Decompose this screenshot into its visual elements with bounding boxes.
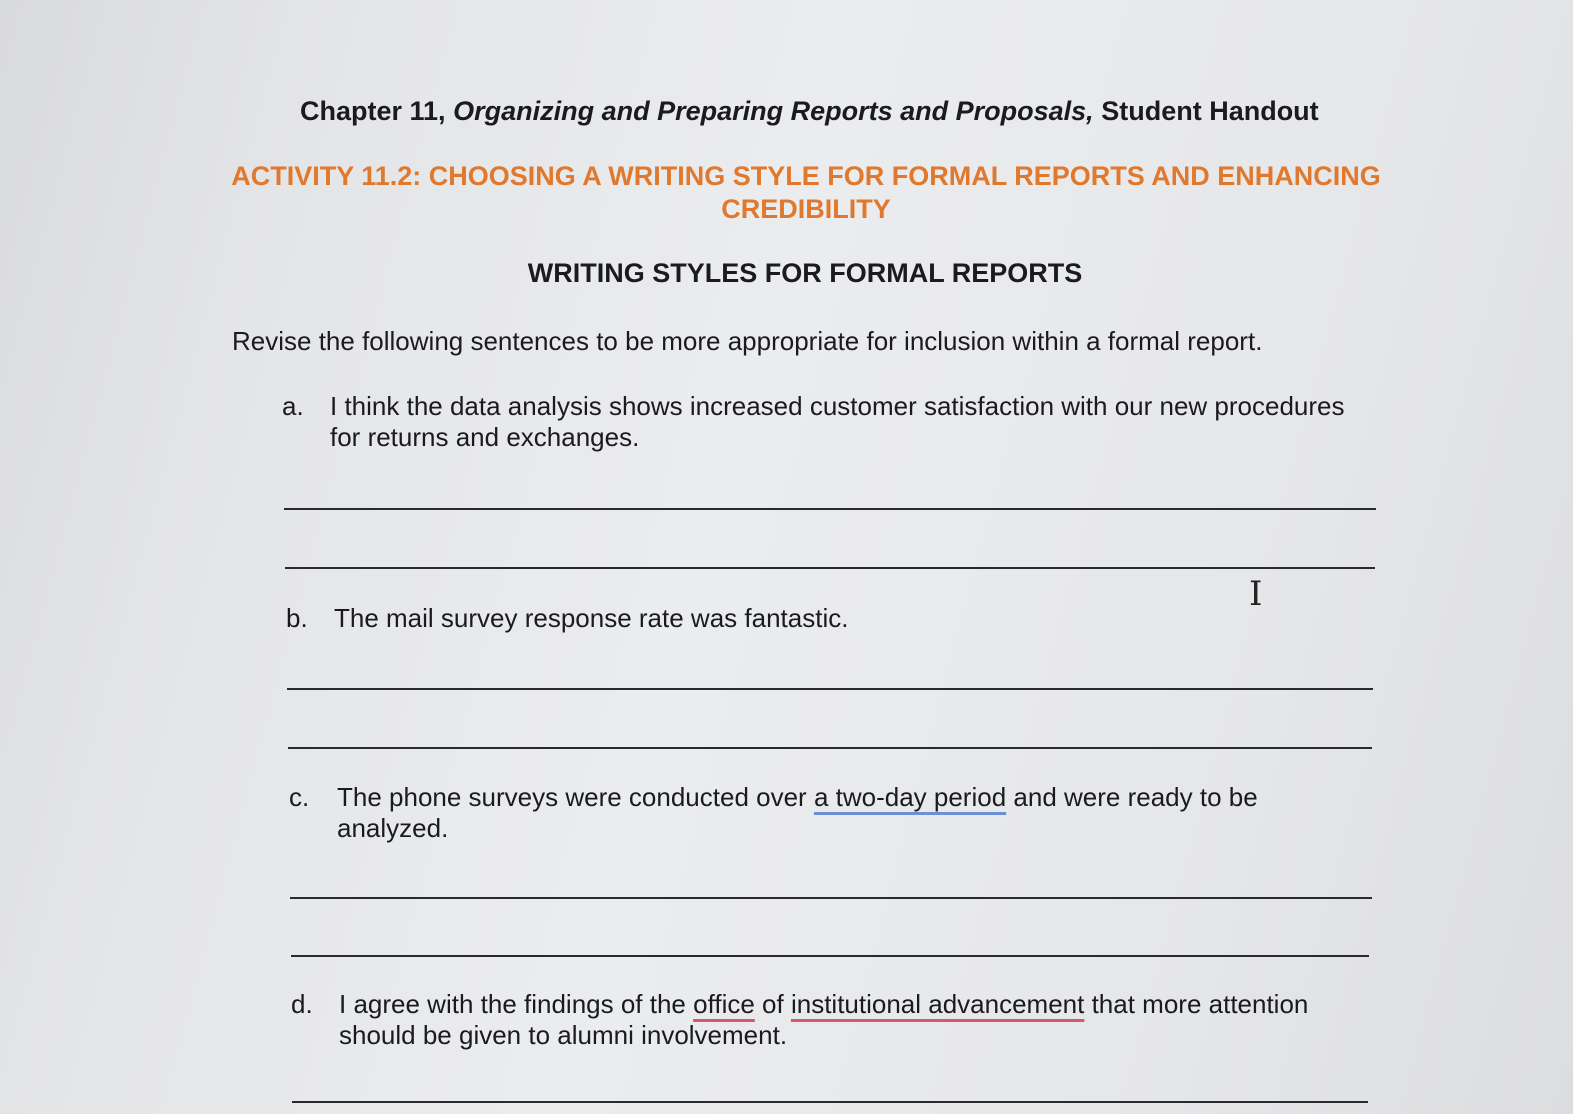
question-text-part: and were ready to be analyzed. (337, 782, 1258, 843)
question-text-part: I agree with the findings of the (339, 989, 694, 1019)
answer-line-a-2[interactable] (285, 567, 1375, 569)
text-cursor-icon: I (1249, 574, 1263, 614)
spelling-flagged-phrase[interactable]: institutional advancement (790, 989, 1085, 1019)
question-letter: c. (289, 782, 310, 812)
answer-line-b-1[interactable] (287, 688, 1373, 690)
answer-line-b-2[interactable] (288, 747, 1372, 749)
question-text: I think the data analysis shows increased customer satisfaction with our new procedures for returns and exchanges. (330, 391, 1345, 452)
chapter-title: Organizing and Preparing Reports and Proposals, (453, 96, 1094, 126)
chapter-label: Chapter 11, (300, 96, 446, 126)
activity-title-line-1: ACTIVITY 11.2: CHOOSING A WRITING STYLE FOR FORMAL REPORTS AND ENHANCING (231, 161, 1381, 191)
question-letter: a. (282, 391, 304, 421)
activity-title-line-2: CREDIBILITY (721, 194, 891, 224)
chapter-header (300, 96, 1319, 127)
spelling-flagged-word[interactable]: office (693, 989, 755, 1019)
answer-line-c-1[interactable] (290, 897, 1372, 899)
instructions: Revise the following sentences to be more appropriate for inclusion within a formal report. (232, 326, 1263, 356)
question-text-part: of (754, 989, 791, 1019)
question-letter: b. (286, 603, 308, 633)
answer-line-a-1[interactable] (284, 508, 1376, 510)
question-letter: d. (291, 989, 313, 1019)
answer-line-d-1[interactable] (292, 1101, 1368, 1103)
question-text: The mail survey response rate was fantastic. (334, 603, 849, 633)
question-text-part: that more attention should be given to alumni involvement. (339, 989, 1309, 1050)
handout-label: Student Handout (1101, 96, 1319, 126)
question-text (337, 782, 1297, 844)
answer-line-c-2[interactable] (291, 955, 1369, 957)
grammar-flagged-phrase[interactable]: a two-day period (813, 782, 1007, 812)
question-text (339, 989, 1349, 1051)
activity-title (226, 160, 1386, 226)
question-text-part: The phone surveys were conducted over (337, 782, 814, 812)
section-title: WRITING STYLES FOR FORMAL REPORTS (527, 258, 1083, 288)
